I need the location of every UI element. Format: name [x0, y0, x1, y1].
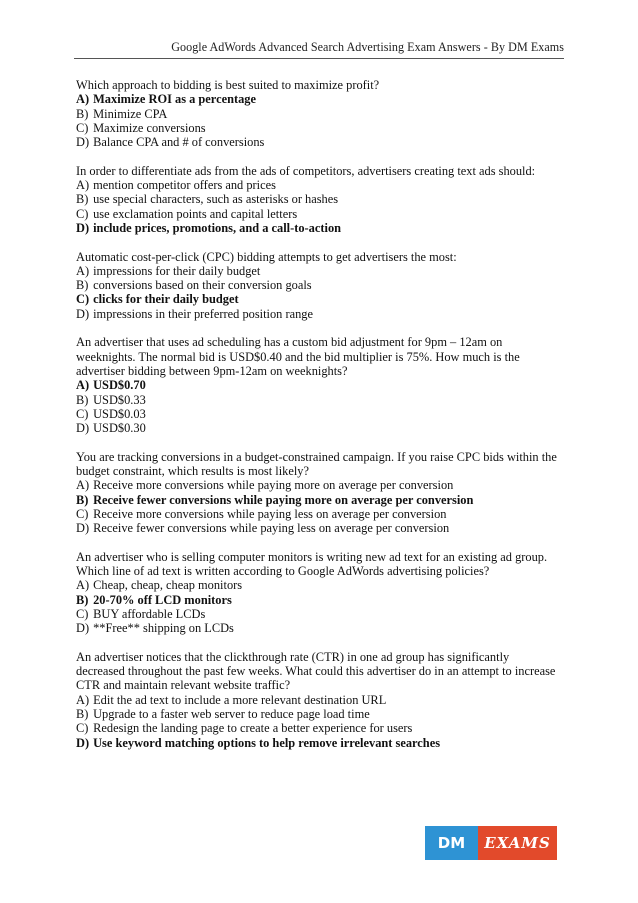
option-text: USD$0.03 — [93, 406, 146, 421]
question-text: An advertiser that uses ad scheduling has a custom bid adjustment for 9pm – 12am on weeknights. The normal bid is USD$0.40 and the bid multiplier is 75%. How much is the advertiser bidding between 9pm-12am on weeknights? — [76, 335, 520, 378]
option-text: Upgrade to a faster web server to reduce page load time — [93, 707, 370, 722]
answer-option — [76, 121, 561, 135]
option-letter: B) — [76, 707, 89, 722]
answer-option-correct — [76, 92, 561, 106]
option-letter: D) — [76, 306, 90, 321]
question-text: An advertiser notices that the clickthrough rate (CTR) in one ad group has significantly decreased throughout the past few weeks. What could this advertiser do in an attempt to increase CTR and maintain relevant website traffic? — [76, 649, 556, 693]
question-text: An advertiser who is selling computer monitors is writing new ad text for an existing ad group. Which line of ad text is written according to Google AdWords advertising policies? — [76, 549, 548, 579]
answer-option — [76, 607, 561, 621]
option-text: mention competitor offers and prices — [93, 178, 276, 193]
question-block — [76, 550, 561, 636]
question-block — [76, 250, 561, 321]
option-letter: D) — [76, 135, 90, 150]
option-text: Maximize ROI as a percentage — [93, 92, 256, 107]
question-block — [76, 650, 561, 750]
answer-option-correct — [76, 378, 561, 392]
option-letter: B) — [76, 492, 89, 507]
question-text: In order to differentiate ads from the ads of competitors, advertisers creating text ads should: — [76, 163, 536, 178]
answer-option-correct — [76, 493, 561, 507]
option-text: Receive fewer conversions while paying less on average per conversion — [93, 521, 450, 536]
question-block — [76, 164, 561, 235]
option-text: clicks for their daily budget — [93, 292, 239, 307]
option-letter: A) — [76, 478, 90, 493]
option-letter: D) — [76, 735, 90, 750]
option-text: Receive more conversions while paying less on average per conversion — [93, 506, 447, 521]
questions-list — [76, 78, 561, 764]
option-letter: A) — [76, 578, 90, 593]
answer-option — [76, 135, 561, 149]
answer-option — [76, 207, 561, 221]
option-text: impressions for their daily budget — [93, 263, 261, 278]
option-text: use special characters, such as asterisks or hashes — [93, 192, 339, 207]
option-text: Redesign the landing page to create a better experience for users — [93, 721, 413, 736]
option-letter: D) — [76, 521, 90, 536]
option-text: 20-70% off LCD monitors — [93, 592, 232, 607]
option-text: Receive more conversions while paying more on average per conversion — [93, 478, 454, 493]
option-text: BUY affordable LCDs — [93, 606, 206, 621]
option-letter: D) — [76, 621, 90, 636]
option-letter: B) — [76, 592, 89, 607]
answer-option — [76, 393, 561, 407]
question-block — [76, 450, 561, 536]
option-text: conversions based on their conversion goals — [93, 278, 312, 293]
logo-exams-block: EXAMS — [478, 826, 557, 860]
answer-option — [76, 107, 561, 121]
answer-option — [76, 407, 561, 421]
option-letter: B) — [76, 278, 89, 293]
answer-option — [76, 507, 561, 521]
dm-exams-logo — [425, 826, 557, 860]
answer-option — [76, 178, 561, 192]
option-text: Minimize CPA — [93, 106, 168, 121]
option-letter: C) — [76, 406, 89, 421]
answer-option — [76, 621, 561, 635]
option-text: Cheap, cheap, cheap monitors — [93, 578, 243, 593]
option-text: Use keyword matching options to help remove irrelevant searches — [93, 735, 441, 750]
answer-option — [76, 521, 561, 535]
option-text: USD$0.70 — [93, 378, 146, 393]
option-letter: C) — [76, 120, 89, 135]
option-letter: D) — [76, 220, 90, 235]
option-text: Maximize conversions — [93, 120, 206, 135]
option-letter: C) — [76, 292, 90, 307]
option-letter: C) — [76, 506, 89, 521]
option-text: **Free** shipping on LCDs — [93, 621, 234, 636]
option-letter: B) — [76, 106, 89, 121]
option-letter: A) — [76, 178, 90, 193]
answer-option-correct — [76, 593, 561, 607]
option-text: use exclamation points and capital letters — [93, 206, 298, 221]
option-letter: A) — [76, 378, 90, 393]
option-letter: B) — [76, 392, 89, 407]
answer-option — [76, 307, 561, 321]
option-text: include prices, promotions, and a call-to-action — [93, 220, 342, 235]
option-text: Receive fewer conversions while paying more on average per conversion — [93, 492, 474, 507]
option-text: impressions in their preferred position range — [93, 306, 313, 321]
answer-option — [76, 278, 561, 292]
header-divider — [74, 58, 564, 59]
option-text: Balance CPA and # of conversions — [93, 135, 265, 150]
answer-option — [76, 721, 561, 735]
answer-option — [76, 693, 561, 707]
option-letter: C) — [76, 721, 89, 736]
question-text: Which approach to bidding is best suited to maximize profit? — [76, 78, 380, 92]
answer-option — [76, 707, 561, 721]
answer-option-correct — [76, 736, 561, 750]
answer-option-correct — [76, 221, 561, 235]
question-text: You are tracking conversions in a budget-constrained campaign. If you raise CPC bids within the budget constraint, which results is most likely? — [76, 449, 557, 479]
option-letter: D) — [76, 421, 90, 436]
answer-option — [76, 421, 561, 435]
answer-option — [76, 478, 561, 492]
answer-option-correct — [76, 292, 561, 306]
option-text: USD$0.30 — [93, 421, 146, 436]
page-header: Google AdWords Advanced Search Advertising Exam Answers - By DM Exams — [171, 40, 564, 54]
option-letter: A) — [76, 263, 90, 278]
option-letter: C) — [76, 606, 89, 621]
answer-option — [76, 192, 561, 206]
question-text: Automatic cost-per-click (CPC) bidding attempts to get advertisers the most: — [76, 249, 457, 264]
answer-option — [76, 578, 561, 592]
option-letter: A) — [76, 692, 90, 707]
question-block — [76, 78, 561, 149]
logo-dm-block: DM — [425, 826, 478, 860]
option-letter: B) — [76, 192, 89, 207]
question-block — [76, 335, 561, 435]
option-letter: C) — [76, 206, 89, 221]
answer-option — [76, 264, 561, 278]
option-text: USD$0.33 — [93, 392, 146, 407]
option-letter: A) — [76, 92, 90, 107]
option-text: Edit the ad text to include a more relevant destination URL — [93, 692, 387, 707]
